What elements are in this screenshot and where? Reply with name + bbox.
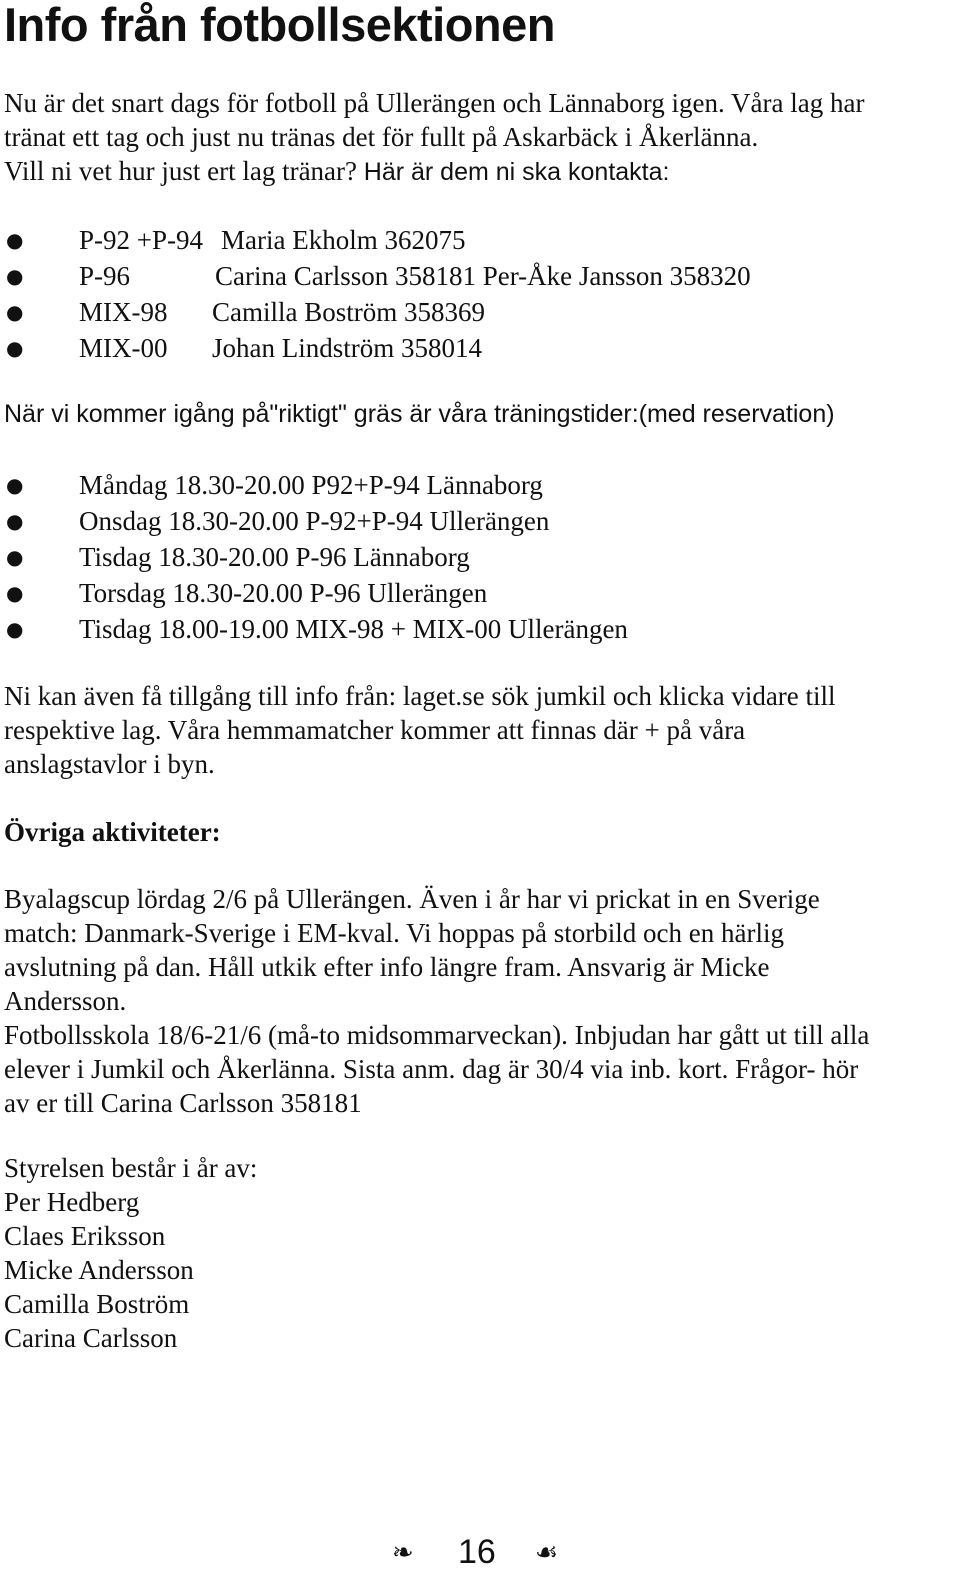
contact-team: MIX-00 (79, 333, 168, 363)
board-heading: Styrelsen består i år av: (4, 1153, 258, 1183)
laget-paragraph (4, 679, 836, 781)
intro-question: Vill ni vet hur just ert lag tränar? (4, 156, 364, 186)
section-heading: Övriga aktiviteter: (4, 817, 221, 847)
document-page: Info från fotbollsektionen Nu är det snart dags för fotboll på Ullerängen och Lännaborg igen. Våra lag har tränat ett tag och just nu tränas det för fullt på Askarbäck i Åkerlänna. Vill ni vet hur just ert lag tränar? Här är dem ni ska kontakta: ● P-92 +P-94 Maria Ekholm 362075 ● P-96 Carina Carlsson 358181 Per-Åke Jansson 358320 ● MIX-98 Camilla Boström 358369 ● MIX-00 Johan Lindström 358014 När vi kommer igång på"riktigt" gräs är våra träningstider:(med reservation) ● Måndag 18.30-20.00 P92+P-94 Lännaborg ● Onsdag 18.30-20.00 P-92+P-94 Ullerängen ● Tisdag 18.30-20.00 P-96 Lännaborg ● Torsdag 18.30-20.00 P-96 Ullerängen ● Tisdag 18.00-19.00 MIX-98 + MIX-00 Ullerängen Ni kan även få tillgång till info från: laget.se sök jumkil och klicka vidare till respektive lag. Våra hemmamatcher kommer att finnas där + på våra anslagstavlor i byn. Övriga aktiviteter: Byalagscup lördag 2/6 på Ullerängen. Även i år har vi prickat in en Sverige match: Danmark-Sverige i EM-kval. Vi hoppas på storbild och en härlig avslutning på dan. Håll utkik efter info längre fram. Ansvarig är Micke Andersson. Fotbollsskola 18/6-21/6 (må-to midsommarveckan). Inbjudan har gått ut till alla elever i Jumkil och Åkerlänna. Sista anm. dag är 30/4 via inb. kort. Frågor- hör av er till Carina Carlsson 358181 Styrelsen består i år av: Per Hedberg Claes Eriksson Micke Andersson Camilla Boström Carina Carlsson ❧ 16 ☙ (0, 0, 960, 1593)
floral-ornament-right-icon: ☙ (535, 1538, 559, 1568)
page-title: Info från fotbollsektionen (4, 0, 555, 51)
training-intro: När vi kommer igång på"riktigt" gräs är våra träningstider:(med reservation) (4, 400, 835, 428)
intro-line: Nu är det snart dags för fotboll på Ullerängen och Lännaborg igen. Våra lag har (4, 88, 865, 118)
bullet-icon: ● (6, 228, 24, 252)
bullet-icon: ● (6, 300, 24, 324)
bullet-icon: ● (6, 336, 24, 360)
paragraph-line: Andersson. (4, 986, 127, 1016)
bullet-icon: ● (6, 509, 24, 533)
page-footer (0, 1530, 960, 1580)
contact-people: Johan Lindström 358014 (212, 333, 482, 363)
board-section (4, 1151, 257, 1355)
bullet-icon: ● (6, 473, 24, 497)
intro-line (4, 154, 864, 189)
contact-team: P-92 +P-94 (79, 225, 203, 255)
contact-people: Camilla Boström 358369 (212, 297, 485, 327)
intro-line: tränat ett tag och just nu tränas det för fullt på Askarbäck i Åkerlänna. (4, 122, 759, 152)
floral-ornament-left-icon: ❧ (392, 1538, 414, 1568)
paragraph-line: Ni kan även få tillgång till info från: laget.se sök jumkil och klicka vidare till (4, 681, 836, 711)
bullet-icon: ● (6, 264, 24, 288)
contact-people: Maria Ekholm 362075 (221, 225, 466, 255)
paragraph-line: av er till Carina Carlsson 358181 (4, 1088, 362, 1118)
board-member: Claes Eriksson (4, 1221, 166, 1251)
paragraph-line: match: Danmark-Sverige i EM-kval. Vi hoppas på storbild och en härlig (4, 918, 784, 948)
bullet-icon: ● (6, 617, 24, 641)
intro-contact-lead: Här är dem ni ska kontakta: (363, 158, 670, 186)
board-member: Carina Carlsson (4, 1323, 178, 1353)
contact-team: MIX-98 (79, 297, 168, 327)
contact-team: P-96 (79, 261, 131, 291)
bullet-icon: ● (6, 545, 24, 569)
paragraph-line: anslagstavlor i byn. (4, 749, 215, 779)
intro-paragraph (4, 86, 864, 189)
paragraph-line: avslutning på dan. Håll utkik efter info längre fram. Ansvarig är Micke (4, 952, 770, 982)
activities-paragraph (4, 882, 869, 1120)
paragraph-line: elever i Jumkil och Åkerlänna. Sista anm. dag är 30/4 via inb. kort. Frågor- hör (4, 1054, 859, 1084)
board-member: Per Hedberg (4, 1187, 140, 1217)
paragraph-line: respektive lag. Våra hemmamatcher kommer att finnas där + på våra (4, 715, 746, 745)
page-number: 16 (458, 1533, 496, 1571)
board-member: Camilla Boström (4, 1289, 190, 1319)
contact-people: Carina Carlsson 358181 Per-Åke Jansson 358320 (215, 261, 751, 291)
paragraph-line: Fotbollsskola 18/6-21/6 (må-to midsommarveckan). Inbjudan har gått ut till alla (4, 1020, 870, 1050)
bullet-icon: ● (6, 581, 24, 605)
board-member: Micke Andersson (4, 1255, 194, 1285)
paragraph-line: Byalagscup lördag 2/6 på Ullerängen. Även i år har vi prickat in en Sverige (4, 884, 820, 914)
